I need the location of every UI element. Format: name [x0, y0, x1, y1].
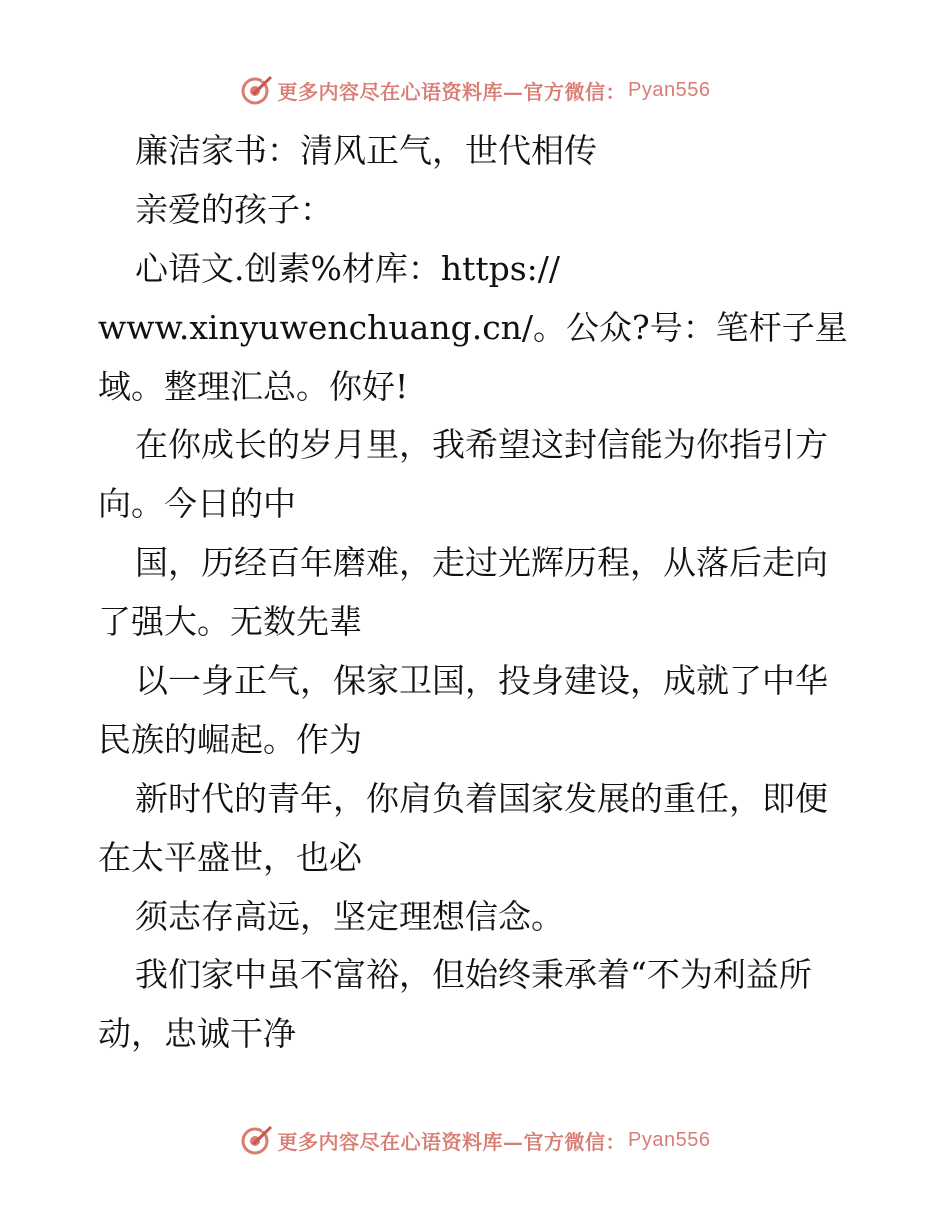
footer-banner-text: 更多内容尽在心语资料库—官方微信：: [277, 1129, 627, 1154]
doc-line-6: 在你成长的岁月里，我希望这封信能为你指引方: [135, 425, 828, 465]
doc-title: 廉洁家书：清风正气，世代相传: [135, 131, 597, 170]
quill-pen-circle-icon: [240, 1123, 274, 1157]
doc-line-7: 向。今日的中: [98, 484, 296, 524]
doc-line-4: www.xinyuwenchuang.cn/。公众?号：笔杆子星: [98, 307, 848, 347]
doc-line-15: 我们家中虽不富裕，但始终秉承着“不为利益所: [135, 955, 812, 995]
doc-line-10: 以一身正气，保家卫国，投身建设，成就了中华: [135, 661, 828, 701]
footer-banner: [0, 1120, 950, 1160]
header-banner-text: 更多内容尽在心语资料库—官方微信：: [277, 79, 627, 104]
doc-line-13: 在太平盛世，也必: [98, 837, 362, 877]
footer-banner-handle: Pyan556: [628, 1128, 711, 1151]
letter-body: [98, 122, 858, 1064]
doc-line-9: 了强大。无数先辈: [98, 602, 362, 642]
doc-line-5: 域。整理汇总。你好!: [98, 366, 409, 406]
doc-line-3: 心语文.创素%材库：https://: [135, 248, 561, 288]
doc-line-16: 动，忠诚干净: [98, 1014, 296, 1054]
doc-line-12: 新时代的青年，你肩负着国家发展的重任，即便: [135, 778, 828, 818]
doc-line-11: 民族的崛起。作为: [98, 719, 362, 759]
header-banner: [0, 70, 950, 110]
doc-line-8: 国，历经百年磨难，走过光辉历程，从落后走向: [135, 543, 828, 583]
header-banner-handle: Pyan556: [628, 78, 711, 101]
doc-line-14: 须志存高远，坚定理想信念。: [135, 896, 564, 936]
quill-pen-circle-icon: [240, 73, 274, 107]
doc-line-2: 亲爱的孩子：: [135, 189, 333, 229]
